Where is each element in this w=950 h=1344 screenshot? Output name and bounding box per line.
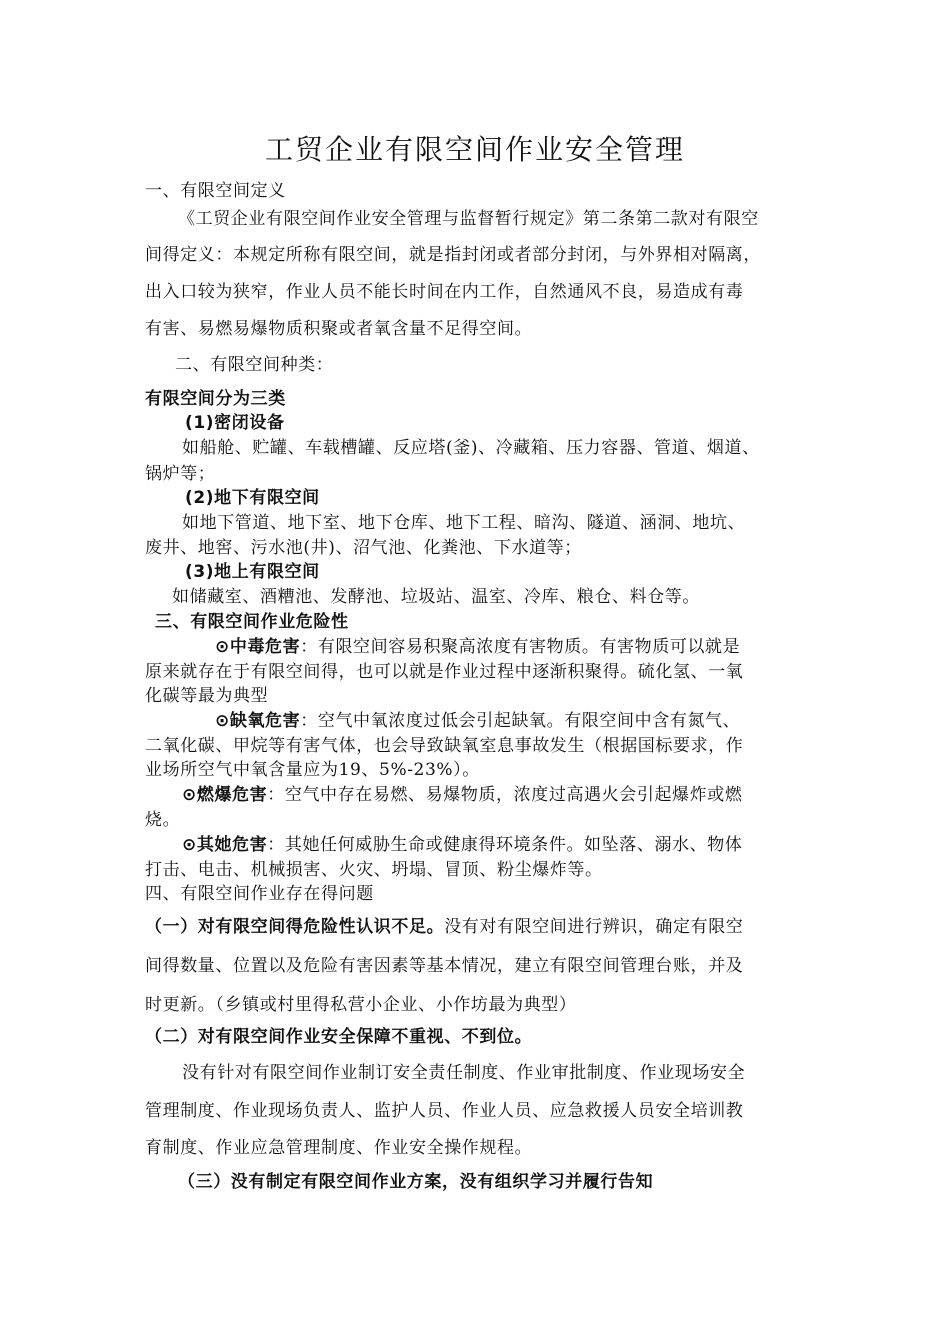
problem-text: 管理制度、作业现场负责人、监护人员、作业人员、应急救援人员安全培训教 [145,1101,744,1121]
hazard-text: 原来就存在于有限空间得，也可以就是作业过程中逐渐积聚得。硫化氢、一氧 [145,662,744,682]
problem-1 [145,912,743,937]
hazard-text: 烧。 [145,810,181,830]
hazard-text: 化碳等最为典型 [145,686,269,706]
paragraph-line: 《工贸企业有限空间作业安全管理与监督暂行规定》第二条第二款对有限空 [178,209,759,229]
problem-3-heading: （三）没有制定有限空间作业方案，没有组织学习并履行告知 [178,1172,654,1192]
category-1-text: 锅炉等； [145,464,216,484]
hazard-poisoning [215,632,740,657]
hazard-text: ：其她任何威胁生命或健康得环境条件。如坠落、溺水、物体 [267,835,743,855]
section-2-heading: 二、有限空间种类： [175,355,334,375]
problem-text: 时更新。（乡镇或村里得私营小企业、小作坊最为典型） [145,995,577,1015]
hazard-label: ⊙其她危害 [182,835,268,855]
category-subheading: 有限空间分为三类 [145,389,286,409]
hazard-text: 打击、电击、机械损害、火灾、坍塌、冒顶、粉尘爆炸等。 [145,860,603,880]
paragraph-line: 有害、易燃易爆物质积聚或者氧含量不足得空间。 [145,319,533,339]
hazard-text: ：空气中氧浓度过低会引起缺氧。有限空间中含有氮气、 [300,711,741,731]
hazard-text: 二氧化碳、甲烷等有害气体，也会导致缺氧室息事故发生（根据国标要求，作 [145,736,744,756]
section-4-heading: 四、有限空间作业存在得问题 [145,884,374,904]
document-title: 工贸企业有限空间作业安全管理 [264,133,685,166]
hazard-label: ⊙燃爆危害 [182,785,268,805]
problem-heading: （一）对有限空间得危险性认识不足。 [145,917,445,937]
problem-2-heading: （二）对有限空间作业安全保障不重视、不到位。 [145,1027,533,1047]
problem-text: 没有针对有限空间作业制订安全责任制度、作业审批制度、作业现场安全 [182,1063,746,1083]
section-1-heading: 一、有限空间定义 [145,181,286,201]
hazard-explosion [182,780,742,805]
section-3-heading: 三、有限空间作业危险性 [155,612,349,632]
category-3-label: (3)地上有限空间 [185,562,320,582]
hazard-text: 业场所空气中氧含量应为19、5%-23%）。 [145,760,480,780]
problem-text: 没有对有限空间进行辨识，确定有限空 [444,917,744,937]
category-1-label: (1)密闭设备 [185,413,285,433]
hazard-label: ⊙中毒危害 [215,637,301,657]
category-2-label: (2)地下有限空间 [185,488,320,508]
hazard-text: ：有限空间容易积聚高浓度有害物质。有害物质可以就是 [300,637,741,657]
paragraph-line: 间得定义：本规定所称有限空间，就是指封闭或者部分封闭，与外界相对隔离， [145,245,761,265]
hazard-oxygen-deficiency [215,706,740,731]
hazard-label: ⊙缺氧危害 [215,711,301,731]
problem-text: 间得数量、位置以及危险有害因素等基本情况，建立有限空间管理台账，并及 [145,956,744,976]
hazard-text: ：空气中存在易燃、易爆物质，浓度过高遇火会引起爆炸或燃 [267,785,743,805]
hazard-other [182,830,742,855]
category-3-text: 如储藏室、酒糟池、发酵池、垃圾站、温室、冷库、粮仓、料仓等。 [172,587,700,607]
category-2-text: 废井、地窖、污水池(井)、沼气池、化粪池、下水道等； [145,538,582,558]
paragraph-line: 出入口较为狭窄，作业人员不能长时间在内工作，自然通风不良，易造成有毒 [145,282,744,302]
category-2-text: 如地下管道、地下室、地下仓库、地下工程、暗沟、隧道、涵洞、地坑、 [182,513,746,533]
category-1-text: 如船舱、贮罐、车载槽罐、反应塔(釜)、冷藏箱、压力容器、管道、烟道、 [182,438,760,458]
problem-text: 育制度、作业应急管理制度、作业安全操作规程。 [145,1138,533,1158]
